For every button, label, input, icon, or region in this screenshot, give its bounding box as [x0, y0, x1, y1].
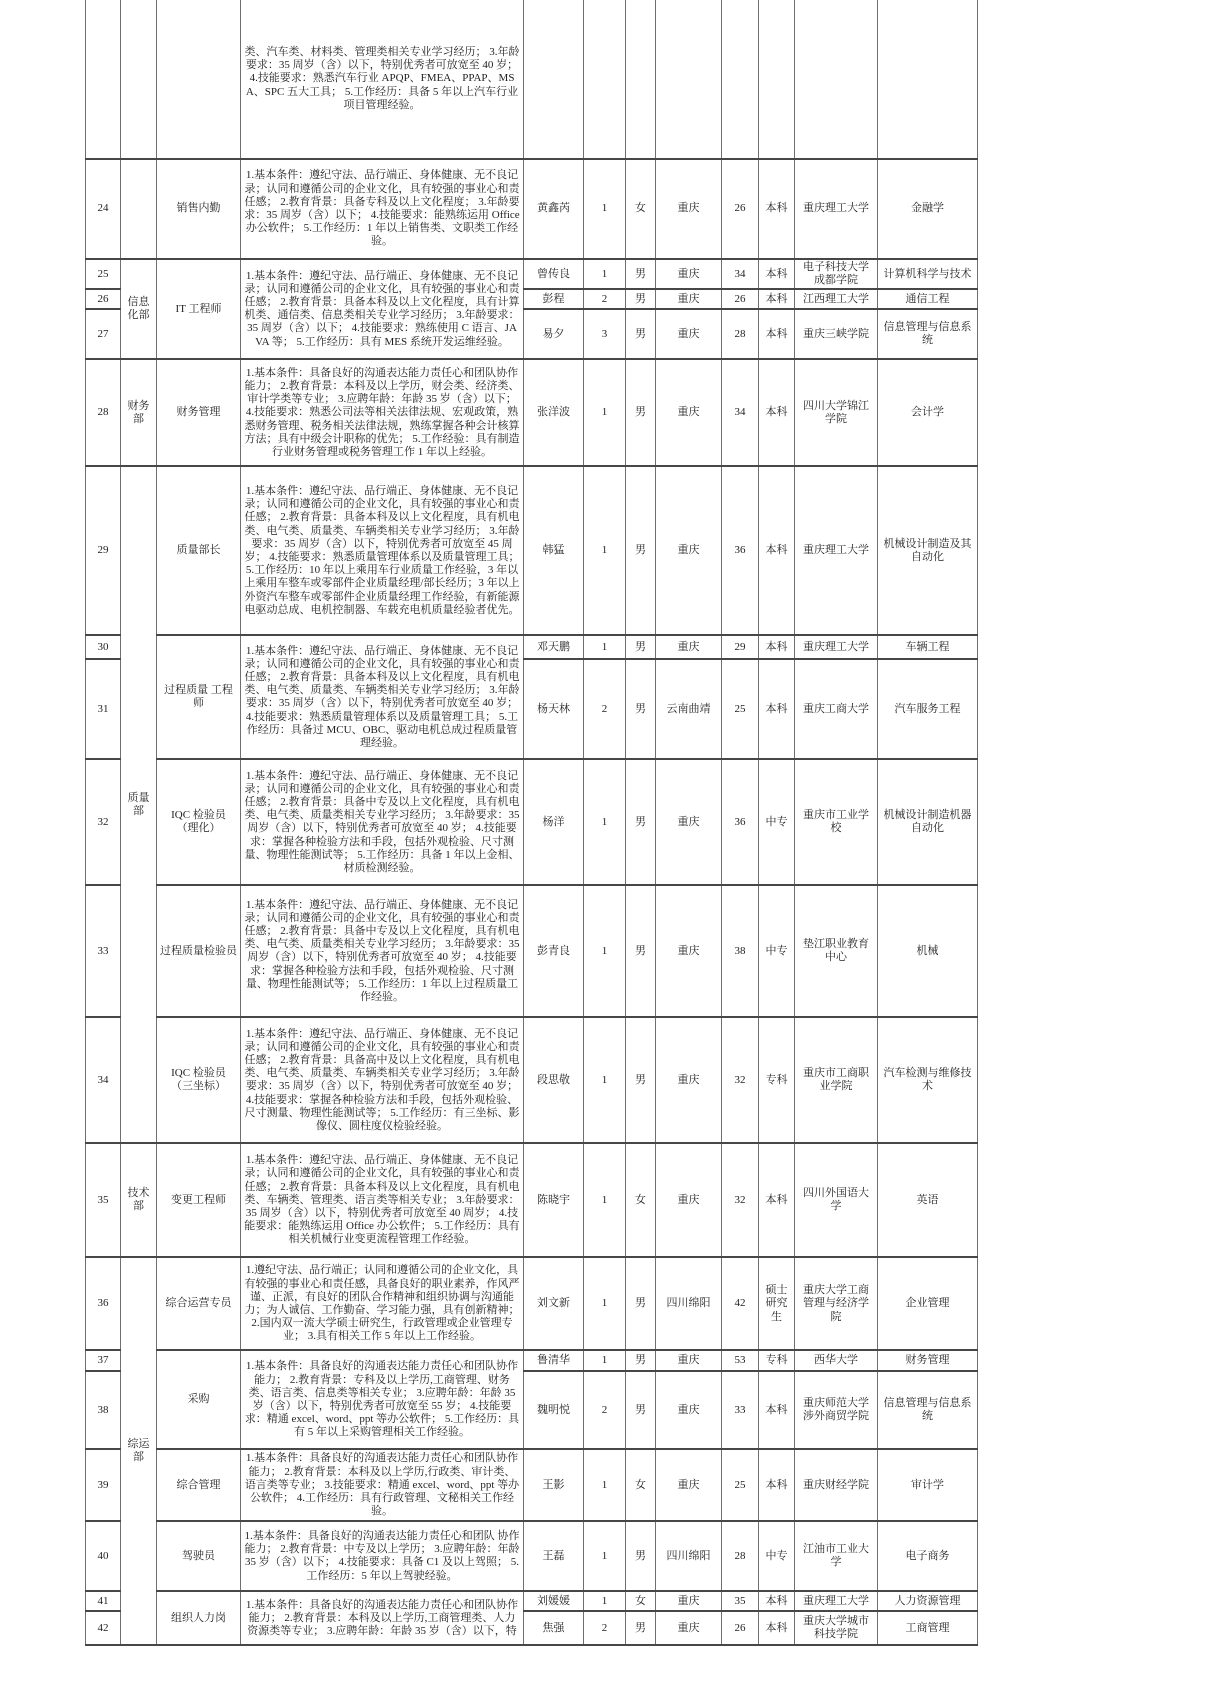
gender-cell: 男: [626, 309, 656, 359]
age-cell: 29: [722, 635, 759, 659]
table-row-40: [86, 1521, 978, 1591]
row-number-cell: 30: [86, 635, 121, 659]
school-cell: 电子科技大学成都学院: [795, 259, 878, 289]
row-number-cell: 29: [86, 466, 121, 635]
row-number-cell: 35: [86, 1143, 121, 1257]
major-cell: 通信工程: [878, 289, 978, 309]
education-cell: 硕士研究生: [759, 1257, 795, 1350]
gender-cell: 女: [626, 159, 656, 259]
count-cell: 3: [584, 309, 626, 359]
location-cell: 重庆: [656, 1591, 722, 1611]
count-cell: 1: [584, 466, 626, 635]
count-cell: 2: [584, 1611, 626, 1645]
major-cell: 企业管理: [878, 1257, 978, 1350]
row-number-cell: 40: [86, 1521, 121, 1591]
education-cell: 本科: [759, 1611, 795, 1645]
major-cell: 电子商务: [878, 1521, 978, 1591]
school-cell: [795, 0, 878, 159]
count-cell: 2: [584, 1371, 626, 1449]
position-cell: 变更工程师: [157, 1143, 241, 1257]
school-cell: 重庆师范大学涉外商贸学院: [795, 1371, 878, 1449]
education-cell: 中专: [759, 1521, 795, 1591]
position-cell: 财务管理: [157, 359, 241, 466]
major-cell: 车辆工程: [878, 635, 978, 659]
table-row-33: [86, 885, 978, 1017]
education-cell: 中专: [759, 759, 795, 885]
requirements-cell: 1.基本条件：遵纪守法、品行端正、身体健康、无不良记录；认同和遵循公司的企业文化，具有较强的事业心和责任感； 2.教育背景：具备中专及以上文化程度，具有机电类、电气类、质量类相关专业学习经历； 3.年龄要求：35 周岁（含）以下，特别优秀者可放宽至 40 岁； 4.技能要求：掌握各种检验方法和手段，包括外观检验、尺寸测量、物理性能测试等； 5.工作经历：1 年以上过程质量工作经验。: [241, 885, 524, 1017]
school-cell: 江西理工大学: [795, 289, 878, 309]
requirements-cell: 1.基本条件：遵纪守法、品行端正、身体健康、无不良记录；认同和遵循公司的企业文化，具有较强的事业心和责任感； 2.教育背景：具备高中及以上文化程度，具有机电类、电气类、质量类、车辆类相关专业学习经历； 3.年龄要求：35 周岁（含）以下，特别优秀者可放宽至 40 岁；4.技能要求：掌握各种检验方法和手段，包括外观检验、尺寸测量、物理性能测试等； 5.工作经历：有三坐标、影像仪、圆柱度仪检验经验。: [241, 1017, 524, 1143]
requirements-cell: 1.基本条件：遵纪守法、品行端正、身体健康、无不良记录；认同和遵循公司的企业文化，具有较强的事业心和责任感； 2.教育背景：具备本科及以上文化程度，具有机电类、电气类、质量类、车辆类相关专业学习经历； 3.年龄要求：35 周岁（含）以下，特别优秀者可放宽至 45 周岁； 4.技能要求：熟悉质量管理体系以及质量管理工具；5.工作经历：10 年以上乘用车行业质量工作经验，3 年以上乘用车整车或零部件企业质量经理/部长经历；3 年以上外资汽车整车或零部件企业质量经理工作经验，有新能源电驱动总成、电机控制器、车载充电机质量经验者优先。: [241, 466, 524, 635]
school-cell: 重庆工商大学: [795, 659, 878, 759]
position-cell: 过程质量检验员: [157, 885, 241, 1017]
count-cell: 1: [584, 1350, 626, 1371]
table-row-39: [86, 1449, 978, 1521]
row-number-cell: [86, 0, 121, 159]
location-cell: 四川绵阳: [656, 1521, 722, 1591]
gender-cell: 男: [626, 635, 656, 659]
location-cell: 重庆: [656, 1143, 722, 1257]
gender-cell: 男: [626, 1371, 656, 1449]
education-cell: 本科: [759, 289, 795, 309]
candidate-name-cell: 段思敬: [524, 1017, 584, 1143]
department-cell: 财务部: [121, 359, 157, 466]
gender-cell: 男: [626, 659, 656, 759]
school-cell: 重庆理工大学: [795, 159, 878, 259]
age-cell: 32: [722, 1143, 759, 1257]
education-cell: 本科: [759, 1591, 795, 1611]
department-cell: [121, 159, 157, 259]
major-cell: 机械设计制造机器自动化: [878, 759, 978, 885]
candidate-name-cell: 邓天鹏: [524, 635, 584, 659]
age-cell: 34: [722, 259, 759, 289]
candidate-name-cell: 韩猛: [524, 466, 584, 635]
major-cell: 机械设计制造及其自动化: [878, 466, 978, 635]
age-cell: 26: [722, 289, 759, 309]
count-cell: 1: [584, 259, 626, 289]
gender-cell: 男: [626, 1257, 656, 1350]
candidate-name-cell: 张洋波: [524, 359, 584, 466]
age-cell: 33: [722, 1371, 759, 1449]
school-cell: 重庆理工大学: [795, 635, 878, 659]
location-cell: 四川绵阳: [656, 1257, 722, 1350]
row-number-cell: 41: [86, 1591, 121, 1611]
school-cell: 重庆大学工商管理与经济学院: [795, 1257, 878, 1350]
education-cell: 本科: [759, 1449, 795, 1521]
requirements-cell: 1.基本条件：具备良好的沟通表达能力责任心和团队 协作能力； 2.教育背景：中专及以上学历； 3.应聘年龄：年龄 35 岁（含）以下； 4.技能要求：具备 C1 及以上驾照； 5.工作经历：5 年以上驾驶经验。: [241, 1521, 524, 1591]
school-cell: 四川大学锦江学院: [795, 359, 878, 466]
gender-cell: 女: [626, 1143, 656, 1257]
candidate-name-cell: 焦强: [524, 1611, 584, 1645]
education-cell: 本科: [759, 159, 795, 259]
row-number-cell: 31: [86, 659, 121, 759]
gender-cell: 男: [626, 1350, 656, 1371]
major-cell: 信息管理与信息系统: [878, 309, 978, 359]
candidate-name-cell: 杨天林: [524, 659, 584, 759]
age-cell: 36: [722, 759, 759, 885]
row-number-cell: 26: [86, 289, 121, 309]
major-cell: 金融学: [878, 159, 978, 259]
count-cell: 2: [584, 289, 626, 309]
age-cell: 32: [722, 1017, 759, 1143]
age-cell: 28: [722, 1521, 759, 1591]
location-cell: 重庆: [656, 1611, 722, 1645]
requirements-cell: 1.基本条件：具备良好的沟通表达能力责任心和团队协作能力； 2.教育背景：专科及以上学历,工商管理、财务类、语言类、信息类等相关专业； 3.应聘年龄：年龄 35岁（含）以下，特别优秀者可放宽至 55 岁； 4.技能要求：精通 excel、word、ppt 等办公软件； 5.工作经历：具有 5 年以上采购管理相关工作经验。: [241, 1350, 524, 1449]
location-cell: 重庆: [656, 1350, 722, 1371]
count-cell: 1: [584, 159, 626, 259]
row-number-cell: 32: [86, 759, 121, 885]
gender-cell: 男: [626, 1521, 656, 1591]
major-cell: 汽车检测与维修技术: [878, 1017, 978, 1143]
row-number-cell: 24: [86, 159, 121, 259]
candidate-name-cell: 曾传良: [524, 259, 584, 289]
department-cell: [121, 0, 157, 159]
table-row-41: [86, 1591, 978, 1611]
table-row-37: [86, 1350, 978, 1371]
gender-cell: 男: [626, 1017, 656, 1143]
candidate-name-cell: 黄鑫芮: [524, 159, 584, 259]
education-cell: 本科: [759, 1371, 795, 1449]
candidate-name-cell: 易夕: [524, 309, 584, 359]
school-cell: 重庆理工大学: [795, 466, 878, 635]
gender-cell: [626, 0, 656, 159]
education-cell: 本科: [759, 309, 795, 359]
row-number-cell: 27: [86, 309, 121, 359]
location-cell: 重庆: [656, 1371, 722, 1449]
requirements-cell: 1.基本条件：具备良好的沟通表达能力责任心和团队协作能力； 2.教育背景：本科及以上学历,行政类、审计类、语言类等专业； 3.技能要求：精通 excel、word、ppt 等办公软件； 4.工作经历：具有行政管理、文秘相关工作经验。: [241, 1449, 524, 1521]
major-cell: [878, 0, 978, 159]
department-cell: 技术部: [121, 1143, 157, 1257]
count-cell: 1: [584, 635, 626, 659]
gender-cell: 男: [626, 1611, 656, 1645]
candidate-name-cell: 王影: [524, 1449, 584, 1521]
major-cell: 英语: [878, 1143, 978, 1257]
requirements-cell: 1.基本条件：遵纪守法、品行端正、身体健康、无不良记录；认同和遵循公司的企业文化，具有较强的事业心和责任感； 2.教育背景：具备中专及以上文化程度，具有机电类、电气类、质量类相关专业学习经历； 3.年龄要求：35 周岁（含）以下，特别优秀者可放宽至 40 岁； 4.技能要求：掌握各种检验方法和手段，包括外观检验、尺寸测量、物理性能测试等； 5.工作经历：具备 1 年以上金相、材质检测经验。: [241, 759, 524, 885]
gender-cell: 男: [626, 759, 656, 885]
candidate-name-cell: [524, 0, 584, 159]
position-cell: 综合管理: [157, 1449, 241, 1521]
position-cell: 过程质量 工程师: [157, 635, 241, 759]
major-cell: 计算机科学与技术: [878, 259, 978, 289]
candidate-name-cell: 杨洋: [524, 759, 584, 885]
requirements-cell: 1.基本条件：具备良好的沟通表达能力责任心和团队协作能力； 2.教育背景：本科及以上学历,工商管理类、人力资源类等专业； 3.应聘年龄：年龄 35 岁（含）以下，特: [241, 1591, 524, 1645]
school-cell: 重庆市工商职业学院: [795, 1017, 878, 1143]
school-cell: 重庆理工大学: [795, 1591, 878, 1611]
education-cell: 中专: [759, 885, 795, 1017]
position-cell: 驾驶员: [157, 1521, 241, 1591]
location-cell: 重庆: [656, 1449, 722, 1521]
count-cell: 1: [584, 1257, 626, 1350]
major-cell: 工商管理: [878, 1611, 978, 1645]
position-cell: IQC 检验员 （理化）: [157, 759, 241, 885]
candidate-name-cell: 彭青良: [524, 885, 584, 1017]
school-cell: 重庆大学城市科技学院: [795, 1611, 878, 1645]
school-cell: 垫江职业教育中心: [795, 885, 878, 1017]
requirements-cell: 1.基本条件：遵纪守法、品行端正、身体健康、无不良记录；认同和遵循公司的企业文化，具有较强的事业心和责任感； 2.教育背景：具备专科及以上文化程度； 3.年龄要求：35 周岁（含）以下； 4.技能要求：能熟练运用 Office 办公软件； 5.工作经历：1 年以上销售类、文职类工作经验。: [241, 159, 524, 259]
department-cell: 质量部: [121, 466, 157, 1143]
gender-cell: 男: [626, 259, 656, 289]
row-number-cell: 33: [86, 885, 121, 1017]
position-cell: 销售内勤: [157, 159, 241, 259]
candidate-name-cell: 刘媛媛: [524, 1591, 584, 1611]
age-cell: 34: [722, 359, 759, 466]
major-cell: 信息管理与信息系统: [878, 1371, 978, 1449]
table-row-35: [86, 1143, 978, 1257]
table-row-36: [86, 1257, 978, 1350]
location-cell: 重庆: [656, 1017, 722, 1143]
position-cell: IQC 检验员 （三坐标）: [157, 1017, 241, 1143]
table-row-32: [86, 759, 978, 885]
major-cell: 汽车服务工程: [878, 659, 978, 759]
department-cell: 综运部: [121, 1257, 157, 1645]
row-number-cell: 37: [86, 1350, 121, 1371]
location-cell: 重庆: [656, 159, 722, 259]
education-cell: 本科: [759, 635, 795, 659]
education-cell: 本科: [759, 359, 795, 466]
location-cell: 云南曲靖: [656, 659, 722, 759]
age-cell: 36: [722, 466, 759, 635]
candidate-name-cell: 鲁清华: [524, 1350, 584, 1371]
location-cell: [656, 0, 722, 159]
row-number-cell: 25: [86, 259, 121, 289]
requirements-cell: 1.基本条件：具备良好的沟通表达能力责任心和团队协作能力； 2.教育背景：本科及以上学历，财会类、经济类、审计学类等专业； 3.应聘年龄：年龄 35 岁（含）以下；4.技能要求：熟悉公司法等相关法律法规、宏观政策，熟悉财务管理、税务相关法律法规，熟练掌握各种会计核算方法；具有中级会计职称的优先； 5.工作经验：具有制造行业财务管理或税务管理工作 1 年以上经验。: [241, 359, 524, 466]
row-number-cell: 34: [86, 1017, 121, 1143]
gender-cell: 男: [626, 885, 656, 1017]
location-cell: 重庆: [656, 359, 722, 466]
major-cell: 会计学: [878, 359, 978, 466]
age-cell: 53: [722, 1350, 759, 1371]
count-cell: 1: [584, 759, 626, 885]
education-cell: 本科: [759, 259, 795, 289]
count-cell: 2: [584, 659, 626, 759]
major-cell: 人力资源管理: [878, 1591, 978, 1611]
count-cell: 1: [584, 359, 626, 466]
location-cell: 重庆: [656, 466, 722, 635]
department-cell: 信息化部: [121, 259, 157, 359]
row-number-cell: 39: [86, 1449, 121, 1521]
education-cell: 本科: [759, 659, 795, 759]
table-row-28: [86, 359, 978, 466]
school-cell: 重庆三峡学院: [795, 309, 878, 359]
school-cell: 西华大学: [795, 1350, 878, 1371]
requirements-cell: 1.基本条件：遵纪守法、品行端正、身体健康、无不良记录；认同和遵循公司的企业文化，具有较强的事业心和责任感； 2.教育背景：具备本科及以上文化程度，具有机电类、车辆类、管理类、语言类等相关专业； 3.年龄要求：35 周岁（含）以下，特别优秀者可放宽至 40 周岁； 4.技能要求：能熟练运用 Office 办公软件； 5.工作经历：具有相关机械行业变更流程管理工作经验。: [241, 1143, 524, 1257]
gender-cell: 女: [626, 1449, 656, 1521]
education-cell: 本科: [759, 1143, 795, 1257]
age-cell: 28: [722, 309, 759, 359]
age-cell: 26: [722, 1611, 759, 1645]
age-cell: 38: [722, 885, 759, 1017]
gender-cell: 男: [626, 359, 656, 466]
recruitment-positions-table: [85, 0, 978, 1646]
row-number-cell: 42: [86, 1611, 121, 1645]
table-row-25: [86, 259, 978, 289]
school-cell: 重庆市工业学校: [795, 759, 878, 885]
table-row-23-partial: [86, 0, 978, 159]
location-cell: 重庆: [656, 289, 722, 309]
location-cell: 重庆: [656, 759, 722, 885]
gender-cell: 女: [626, 1591, 656, 1611]
major-cell: 机械: [878, 885, 978, 1017]
requirements-cell: 1.基本条件：遵纪守法、品行端正、身体健康、无不良记录；认同和遵循公司的企业文化，具有较强的事业心和责任感； 2.教育背景：具备本科及以上文化程度，具有机电类、电气类、质量类、车辆类相关专业学习经历； 3.年龄要求：35 周岁（含）以下，特别优秀者可放宽至 40 岁；4.技能要求：熟悉质量管理体系以及质量管理工具； 5.工作经历：具备过 MCU、OBC、驱动电机总成过程质量管理经验。: [241, 635, 524, 759]
gender-cell: 男: [626, 466, 656, 635]
location-cell: 重庆: [656, 259, 722, 289]
location-cell: 重庆: [656, 635, 722, 659]
position-cell: 组织人力岗: [157, 1591, 241, 1645]
candidate-name-cell: 彭程: [524, 289, 584, 309]
education-cell: 专科: [759, 1017, 795, 1143]
major-cell: 财务管理: [878, 1350, 978, 1371]
count-cell: [584, 0, 626, 159]
candidate-name-cell: 王磊: [524, 1521, 584, 1591]
row-number-cell: 38: [86, 1371, 121, 1449]
count-cell: 1: [584, 1143, 626, 1257]
education-cell: 本科: [759, 466, 795, 635]
position-cell: 采购: [157, 1350, 241, 1449]
position-cell: 综合运营专员: [157, 1257, 241, 1350]
candidate-name-cell: 刘文新: [524, 1257, 584, 1350]
row-number-cell: 36: [86, 1257, 121, 1350]
position-cell: IT 工程师: [157, 259, 241, 359]
count-cell: 1: [584, 885, 626, 1017]
age-cell: 26: [722, 159, 759, 259]
row-number-cell: 28: [86, 359, 121, 466]
major-cell: 审计学: [878, 1449, 978, 1521]
requirements-cell: 1.遵纪守法、品行端正；认同和遵循公司的企业文化，具有较强的事业心和责任感，具备良好的职业素养，作风严谨、正派，有良好的团队合作精神和组织协调与沟通能力；为人诚信、工作勤奋、学习能力强，具有创新精神；2.国内双一流大学硕士研究生，行政管理或企业管理专业； 3.具有相关工作 5 年以上工作经验。: [241, 1257, 524, 1350]
position-cell: 质量部长: [157, 466, 241, 635]
education-cell: [759, 0, 795, 159]
location-cell: 重庆: [656, 885, 722, 1017]
school-cell: 江油市工业大学: [795, 1521, 878, 1591]
school-cell: 重庆财经学院: [795, 1449, 878, 1521]
age-cell: 25: [722, 659, 759, 759]
count-cell: 1: [584, 1449, 626, 1521]
position-cell: [157, 0, 241, 159]
location-cell: 重庆: [656, 309, 722, 359]
gender-cell: 男: [626, 289, 656, 309]
candidate-name-cell: 魏明悦: [524, 1371, 584, 1449]
count-cell: 1: [584, 1521, 626, 1591]
requirements-cell: 类、汽车类、材料类、管理类相关专业学习经历； 3.年龄要求：35 周岁（含）以下，特别优秀者可放宽至 40 岁；4.技能要求：熟悉汽车行业 APQP、FMEA、PPAP、MSA、SPC 五大工具； 5.工作经历：具备 5 年以上汽车行业项目管理经验。: [241, 0, 524, 159]
age-cell: [722, 0, 759, 159]
count-cell: 1: [584, 1017, 626, 1143]
table-row-34: [86, 1017, 978, 1143]
age-cell: 35: [722, 1591, 759, 1611]
school-cell: 四川外国语大学: [795, 1143, 878, 1257]
table-row-24: [86, 159, 978, 259]
requirements-cell: 1.基本条件：遵纪守法、品行端正、身体健康、无不良记录；认同和遵循公司的企业文化，具有较强的事业心和责任感； 2.教育背景：具备本科及以上文化程度，具有计算机类、通信类、信息类相关专业学习经历； 3.年龄要求：35 周岁（含）以下； 4.技能要求：熟练使用 C 语言、JAVA 等； 5.工作经历：具有 MES 系统开发运维经验。: [241, 259, 524, 359]
candidate-name-cell: 陈晓宇: [524, 1143, 584, 1257]
table-row-29: [86, 466, 978, 635]
age-cell: 42: [722, 1257, 759, 1350]
table-row-30: [86, 635, 978, 659]
age-cell: 25: [722, 1449, 759, 1521]
count-cell: 1: [584, 1591, 626, 1611]
education-cell: 专科: [759, 1350, 795, 1371]
